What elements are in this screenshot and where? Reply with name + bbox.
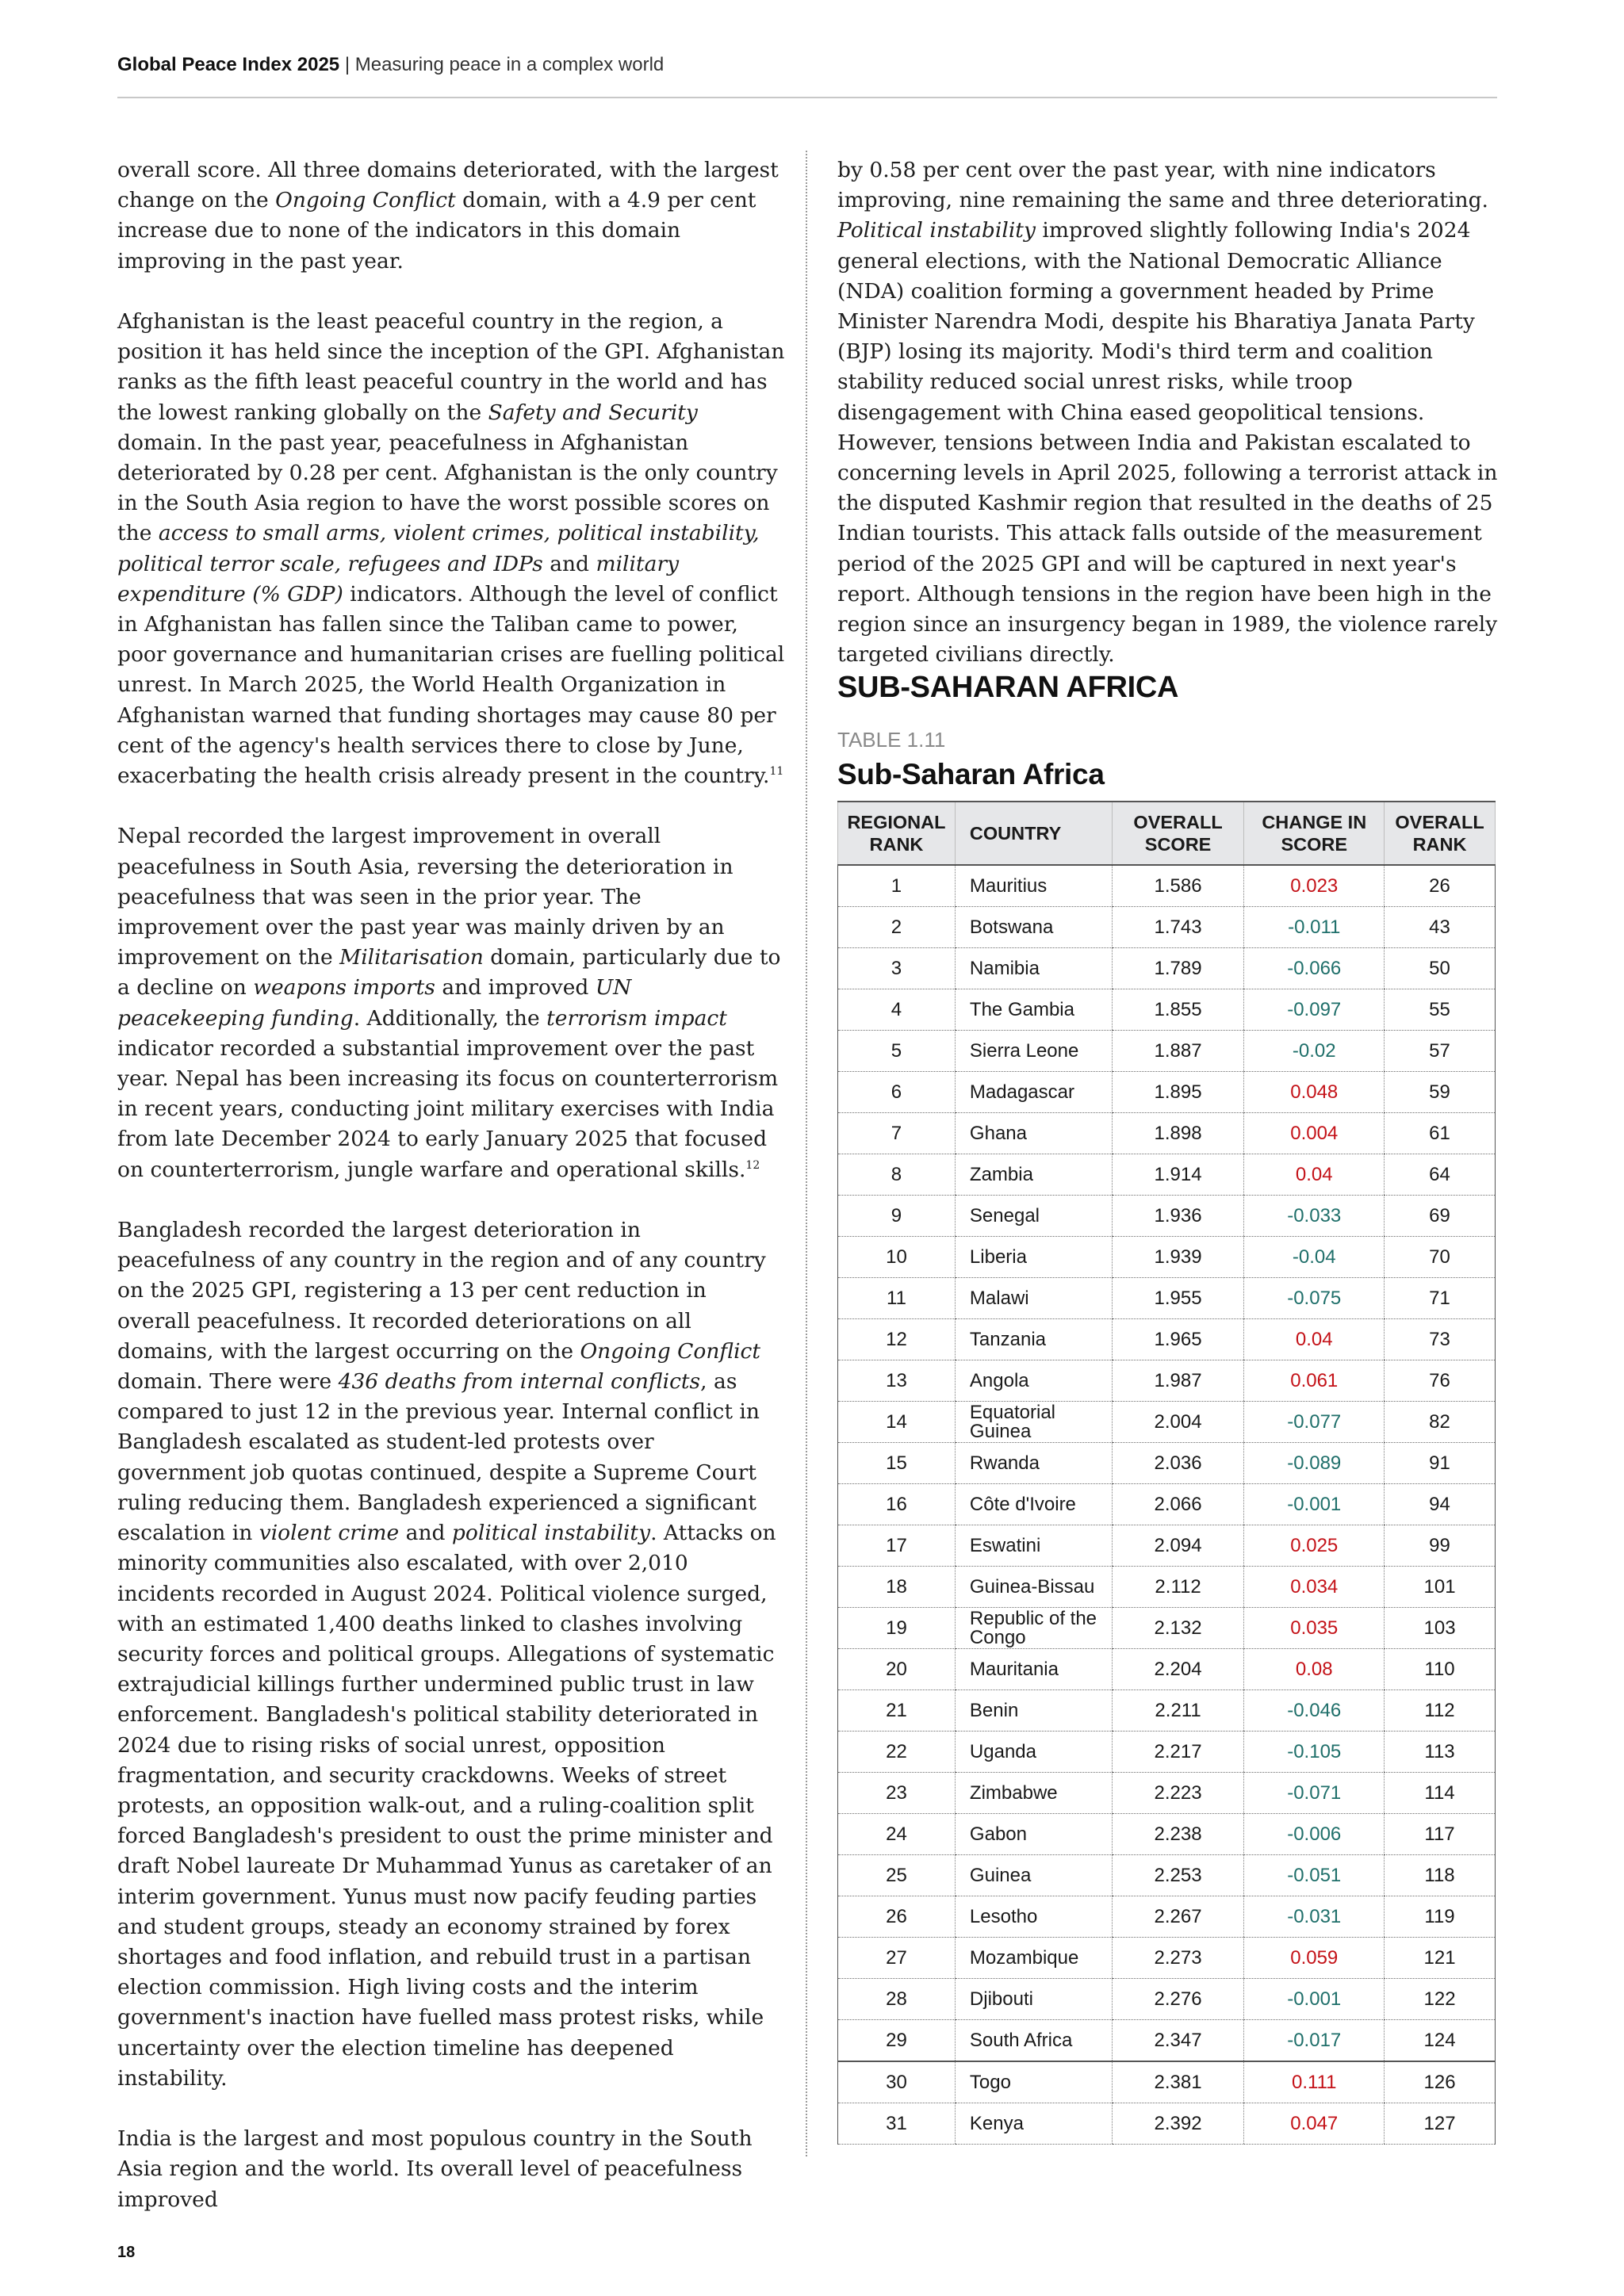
change-in-score-cell: 0.08: [1244, 1649, 1385, 1690]
page-number: 18: [117, 2244, 136, 2261]
table-row: [838, 865, 1496, 907]
regional-rank-cell: 5: [838, 1031, 956, 1072]
country-cell: Togo: [955, 2061, 1112, 2103]
table-row: [838, 2020, 1496, 2062]
overall-rank-cell: 70: [1385, 1237, 1496, 1278]
regional-rank-cell: 7: [838, 1113, 956, 1154]
overall-rank-cell: 112: [1385, 1690, 1496, 1732]
publication-title: Global Peace Index 2025: [117, 54, 340, 75]
text-run: , as compared to just 12 in the previous year. Internal conflict in Bangladesh escalated as student-led protests over government job quotas continued, despite a Supreme Court ruling reducing them. Bangladesh experienced a significant escalation in: [117, 1369, 760, 1546]
overall-rank-cell: 76: [1385, 1360, 1496, 1402]
text-run: and: [399, 1521, 452, 1546]
regional-rank-cell: 13: [838, 1360, 956, 1402]
italic-term: Political instability: [837, 218, 1036, 243]
table-row: [838, 1855, 1496, 1896]
text-run: India is the largest and most populous country in the South Asia region and the world. Its overall level of peacefulness improved: [117, 2126, 753, 2212]
text-run: . Attacks on minority communities also escalated, with over 2,010 incidents recorded in August 2024. Political violence surged, with an estimated 1,400 deaths linked to clashes involving security forces and political groups. Allegations of systematic extrajudicial killings further undermined public trust in law enforcement. Bangladesh's political stability deteriorated in 2024 due to rising risks of social unrest, opposition fragmentation, and security crackdowns. Weeks of street protests, an opposition walk-out, and a ruling-coalition split forced Bangladesh's president to oust the prime minister and draft Nobel laureate Dr Muhammad Yunus as caretaker of an interim government. Yunus must now pacify feuding parties and student groups, steady an economy strained by forex shortages and food inflation, and rebuild trust in a partisan election commission. High living costs and the interim government's inaction have fuelled mass protest risks, while uncertainty over the election timeline has deepened instability.: [117, 1521, 776, 2091]
country-cell: The Gambia: [955, 989, 1112, 1031]
table-row: [838, 1525, 1496, 1567]
table-row: [838, 1649, 1496, 1690]
table-row: [838, 2061, 1496, 2103]
country-cell: Botswana: [955, 907, 1112, 948]
text-run: Bangladesh recorded the largest deterioration in peacefulness of any country in the region and of any country on the 2025 GPI, registering a 13 per cent reduction in overall peacefulness. It recorded deteriorations on all domains, with the largest occurring on the: [117, 1218, 766, 1364]
regional-rank-cell: 27: [838, 1938, 956, 1979]
text-run: domain. There were: [117, 1369, 339, 1395]
country-cell: Tanzania: [955, 1319, 1112, 1360]
overall-rank-cell: 113: [1385, 1732, 1496, 1773]
overall-score-cell: 2.204: [1112, 1649, 1244, 1690]
table-label: TABLE 1.11: [837, 728, 946, 752]
overall-score-cell: 2.347: [1112, 2020, 1244, 2062]
regional-rank-cell: 31: [838, 2103, 956, 2145]
overall-rank-cell: 91: [1385, 1443, 1496, 1484]
change-in-score-cell: -0.006: [1244, 1814, 1385, 1855]
regional-rank-cell: 25: [838, 1855, 956, 1896]
overall-rank-cell: 55: [1385, 989, 1496, 1031]
regional-rank-cell: 21: [838, 1690, 956, 1732]
regional-rank-cell: 15: [838, 1443, 956, 1484]
table-row: [838, 1278, 1496, 1319]
change-in-score-cell: -0.033: [1244, 1196, 1385, 1237]
overall-rank-cell: 61: [1385, 1113, 1496, 1154]
change-in-score-cell: -0.017: [1244, 2020, 1385, 2062]
overall-score-cell: 2.392: [1112, 2103, 1244, 2145]
text-run: overall score. All three domains deteriorated, with the largest change on the: [117, 158, 779, 213]
footnote-ref[interactable]: 11: [769, 765, 784, 779]
italic-term: terrorism impact: [546, 1005, 727, 1031]
paragraph: [117, 2124, 785, 2215]
overall-score-cell: 2.112: [1112, 1567, 1244, 1608]
text-run: . Additionally, the: [353, 1005, 547, 1031]
overall-score-cell: 1.987: [1112, 1360, 1244, 1402]
country-cell: Senegal: [955, 1196, 1112, 1237]
regional-rank-cell: 1: [838, 865, 956, 907]
overall-rank-cell: 126: [1385, 2061, 1496, 2103]
paragraph: [117, 155, 785, 277]
table-header-row: [838, 802, 1496, 865]
header-rule: [117, 97, 1497, 98]
regional-rank-cell: 14: [838, 1402, 956, 1443]
table-row: [838, 1979, 1496, 2020]
overall-score-cell: 1.789: [1112, 948, 1244, 989]
country-cell: Benin: [955, 1690, 1112, 1732]
table-row: [838, 907, 1496, 948]
regional-rank-cell: 30: [838, 2061, 956, 2103]
regional-rank-cell: 3: [838, 948, 956, 989]
text-run: improved slightly following India's 2024 general elections, with the National Democratic Alliance (NDA) coalition forming a government headed by Prime Minister Narendra Modi, despite his Bharatiya Janata Party (BJP) losing its majority. Modi's third term and coalition stability reduced social unrest risks, while troop disengagement with China eased geopolitical tensions. However, tensions between India and Pakistan escalated to concerning levels in April 2025, following a terrorist attack in the disputed Kashmir region that resulted in the deaths of 25 Indian tourists. This attack falls outside of the measurement period of the 2025 GPI and will be captured in next year's report. Although tensions in the region have been high in the region since an insurgency began in 1989, the violence rarely targeted civilians directly.: [837, 218, 1498, 668]
italic-term: 436 deaths from internal conflicts: [338, 1369, 701, 1395]
regional-rank-cell: 22: [838, 1732, 956, 1773]
overall-rank-cell: 114: [1385, 1773, 1496, 1814]
overall-score-cell: 1.895: [1112, 1072, 1244, 1113]
running-header: [117, 54, 664, 76]
text-run: Nepal recorded the largest improvement in overall peacefulness in South Asia, reversing the deterioration in peacefulness that was seen in the prior year. The improvement over the past year was mainly driven by an improvement on the: [117, 824, 733, 970]
overall-rank-cell: 64: [1385, 1154, 1496, 1196]
paragraph: [117, 307, 785, 791]
country-cell: Guinea-Bissau: [955, 1567, 1112, 1608]
change-in-score-cell: -0.105: [1244, 1732, 1385, 1773]
publication-subtitle: Measuring peace in a complex world: [354, 54, 665, 75]
overall-score-cell: 1.965: [1112, 1319, 1244, 1360]
change-in-score-cell: -0.071: [1244, 1773, 1385, 1814]
italic-term: Militarisation: [339, 945, 484, 970]
text-run: and: [542, 551, 596, 576]
overall-rank-cell: 122: [1385, 1979, 1496, 2020]
left-text-column: [117, 155, 785, 2245]
table-row: [838, 1402, 1496, 1443]
table-row: [838, 1690, 1496, 1732]
country-cell: Uganda: [955, 1732, 1112, 1773]
table-row: [838, 2103, 1496, 2145]
table-row: [838, 1484, 1496, 1525]
table-row: [838, 948, 1496, 989]
overall-score-cell: 1.914: [1112, 1154, 1244, 1196]
country-cell: Guinea: [955, 1855, 1112, 1896]
country-cell: Mozambique: [955, 1938, 1112, 1979]
table-body: [838, 865, 1496, 2145]
change-in-score-cell: 0.047: [1244, 2103, 1385, 2145]
overall-rank-cell: 82: [1385, 1402, 1496, 1443]
change-in-score-cell: 0.034: [1244, 1567, 1385, 1608]
footnote-ref[interactable]: 12: [745, 1158, 760, 1172]
country-cell: South Africa: [955, 2020, 1112, 2062]
change-in-score-cell: -0.077: [1244, 1402, 1385, 1443]
change-in-score-cell: 0.04: [1244, 1319, 1385, 1360]
text-run: Afghanistan is the least peaceful country in the region, a position it has held since the inception of the GPI. Afghanistan ranks as the fifth least peaceful country in the world and has the lowest ranking globally on the: [117, 309, 785, 425]
text-run: indicators. Although the level of conflict in Afghanistan has fallen since the Taliban came to power, poor governance and humanitarian crises are fuelling political unrest. In March 2025, the World Health Organization in Afghanistan warned that funding shortages may cause 80 per cent of the agency's health services there to close by June, exacerbating the health crisis already present in the country.: [117, 581, 785, 789]
section-heading: SUB-SAHARAN AFRICA: [837, 671, 1179, 704]
table-row: [838, 1773, 1496, 1814]
overall-score-cell: 2.223: [1112, 1773, 1244, 1814]
overall-score-cell: 2.066: [1112, 1484, 1244, 1525]
country-cell: Zimbabwe: [955, 1773, 1112, 1814]
regional-rank-cell: 18: [838, 1567, 956, 1608]
overall-rank-cell: 103: [1385, 1608, 1496, 1649]
table-row: [838, 1319, 1496, 1360]
country-cell: Namibia: [955, 948, 1112, 989]
country-cell: Equatorial Guinea: [955, 1402, 1112, 1443]
table-row: [838, 1360, 1496, 1402]
country-cell: Rwanda: [955, 1443, 1112, 1484]
overall-score-cell: 1.586: [1112, 865, 1244, 907]
change-in-score-cell: -0.051: [1244, 1855, 1385, 1896]
country-cell: Liberia: [955, 1237, 1112, 1278]
country-cell: Ghana: [955, 1113, 1112, 1154]
table-row: [838, 1237, 1496, 1278]
table-row: [838, 1154, 1496, 1196]
right-text-column: [837, 155, 1499, 701]
italic-term: access to small arms, violent crimes, political instability, political terror scale, refugees and IDPs: [117, 521, 760, 576]
regional-rank-cell: 2: [838, 907, 956, 948]
text-run: indicator recorded a substantial improvement over the past year. Nepal has been increasing its focus on counterterrorism in recent years, conducting joint military exercises with India from late December 2024 to early January 2025 that focused on counterterrorism, jungle warfare and operational skills.: [117, 1035, 779, 1182]
overall-score-cell: 1.936: [1112, 1196, 1244, 1237]
overall-rank-cell: 57: [1385, 1031, 1496, 1072]
overall-score-cell: 2.004: [1112, 1402, 1244, 1443]
overall-score-cell: 1.939: [1112, 1237, 1244, 1278]
change-in-score-cell: 0.025: [1244, 1525, 1385, 1567]
country-cell: Côte d'Ivoire: [955, 1484, 1112, 1525]
change-in-score-cell: 0.048: [1244, 1072, 1385, 1113]
change-in-score-cell: 0.023: [1244, 865, 1385, 907]
country-cell: Eswatini: [955, 1525, 1112, 1567]
change-in-score-cell: -0.089: [1244, 1443, 1385, 1484]
overall-score-cell: 2.267: [1112, 1896, 1244, 1938]
paragraph: [117, 1215, 785, 2094]
regional-rank-cell: 24: [838, 1814, 956, 1855]
table-row: [838, 1608, 1496, 1649]
italic-term: Ongoing Conflict: [580, 1338, 761, 1364]
overall-rank-cell: 121: [1385, 1938, 1496, 1979]
paragraph: [837, 155, 1499, 670]
change-in-score-cell: 0.111: [1244, 2061, 1385, 2103]
header-regional-rank: REGIONAL RANK: [838, 802, 956, 865]
column-divider: [806, 151, 807, 2156]
overall-score-cell: 1.955: [1112, 1278, 1244, 1319]
regional-rank-cell: 26: [838, 1896, 956, 1938]
text-run: and improved: [435, 975, 596, 1001]
header-change-in-score: CHANGE IN SCORE: [1244, 802, 1385, 865]
table-row: [838, 1567, 1496, 1608]
country-cell: Mauritius: [955, 865, 1112, 907]
overall-rank-cell: 50: [1385, 948, 1496, 989]
overall-score-cell: 2.132: [1112, 1608, 1244, 1649]
regional-rank-cell: 17: [838, 1525, 956, 1567]
overall-score-cell: 2.211: [1112, 1690, 1244, 1732]
change-in-score-cell: -0.075: [1244, 1278, 1385, 1319]
overall-rank-cell: 71: [1385, 1278, 1496, 1319]
change-in-score-cell: -0.001: [1244, 1484, 1385, 1525]
table-row: [838, 1443, 1496, 1484]
change-in-score-cell: -0.066: [1244, 948, 1385, 989]
country-cell: Angola: [955, 1360, 1112, 1402]
italic-term: UN peacekeeping funding: [117, 975, 632, 1031]
country-cell: Malawi: [955, 1278, 1112, 1319]
italic-term: political instability: [451, 1521, 651, 1546]
overall-rank-cell: 124: [1385, 2020, 1496, 2062]
table-title: Sub-Saharan Africa: [837, 758, 1105, 790]
header-overall-score: OVERALL SCORE: [1112, 802, 1244, 865]
table-row: [838, 1938, 1496, 1979]
overall-score-cell: 2.381: [1112, 2061, 1244, 2103]
table-row: [838, 1113, 1496, 1154]
regional-rank-cell: 20: [838, 1649, 956, 1690]
change-in-score-cell: -0.04: [1244, 1237, 1385, 1278]
regional-rank-cell: 19: [838, 1608, 956, 1649]
change-in-score-cell: 0.035: [1244, 1608, 1385, 1649]
change-in-score-cell: -0.02: [1244, 1031, 1385, 1072]
overall-score-cell: 2.273: [1112, 1938, 1244, 1979]
change-in-score-cell: -0.046: [1244, 1690, 1385, 1732]
country-cell: Djibouti: [955, 1979, 1112, 2020]
paragraph: [117, 821, 785, 1184]
header-overall-rank: OVERALL RANK: [1385, 802, 1496, 865]
regional-rank-cell: 23: [838, 1773, 956, 1814]
country-cell: Sierra Leone: [955, 1031, 1112, 1072]
overall-rank-cell: 118: [1385, 1855, 1496, 1896]
text-run: domain, particularly due to a decline on: [117, 945, 781, 1001]
overall-rank-cell: 69: [1385, 1196, 1496, 1237]
text-run: domain. In the past year, peacefulness in Afghanistan deteriorated by 0.28 per cent. Afghanistan is the only country in the South Asia region to have the worst possible scores on the: [117, 430, 778, 546]
regional-rank-cell: 12: [838, 1319, 956, 1360]
country-cell: Gabon: [955, 1814, 1112, 1855]
regional-rank-cell: 4: [838, 989, 956, 1031]
overall-score-cell: 1.887: [1112, 1031, 1244, 1072]
overall-rank-cell: 127: [1385, 2103, 1496, 2145]
country-cell: Republic of the Congo: [955, 1608, 1112, 1649]
table-row: [838, 1814, 1496, 1855]
italic-term: weapons imports: [253, 975, 435, 1001]
overall-rank-cell: 117: [1385, 1814, 1496, 1855]
change-in-score-cell: -0.011: [1244, 907, 1385, 948]
overall-score-cell: 2.094: [1112, 1525, 1244, 1567]
overall-rank-cell: 99: [1385, 1525, 1496, 1567]
table-row: [838, 1031, 1496, 1072]
overall-score-cell: 2.036: [1112, 1443, 1244, 1484]
table-row: [838, 1896, 1496, 1938]
change-in-score-cell: 0.059: [1244, 1938, 1385, 1979]
overall-score-cell: 1.855: [1112, 989, 1244, 1031]
overall-score-cell: 2.253: [1112, 1855, 1244, 1896]
overall-rank-cell: 73: [1385, 1319, 1496, 1360]
overall-rank-cell: 43: [1385, 907, 1496, 948]
regional-rank-cell: 28: [838, 1979, 956, 2020]
overall-rank-cell: 59: [1385, 1072, 1496, 1113]
table-row: [838, 989, 1496, 1031]
change-in-score-cell: 0.061: [1244, 1360, 1385, 1402]
italic-term: violent crime: [259, 1521, 400, 1546]
change-in-score-cell: -0.001: [1244, 1979, 1385, 2020]
overall-rank-cell: 94: [1385, 1484, 1496, 1525]
regional-rank-cell: 29: [838, 2020, 956, 2062]
country-cell: Mauritania: [955, 1649, 1112, 1690]
regional-rank-cell: 8: [838, 1154, 956, 1196]
overall-rank-cell: 101: [1385, 1567, 1496, 1608]
change-in-score-cell: 0.004: [1244, 1113, 1385, 1154]
overall-rank-cell: 26: [1385, 865, 1496, 907]
table-row: [838, 1196, 1496, 1237]
regional-rank-cell: 9: [838, 1196, 956, 1237]
country-cell: Kenya: [955, 2103, 1112, 2145]
regional-rank-cell: 10: [838, 1237, 956, 1278]
change-in-score-cell: -0.097: [1244, 989, 1385, 1031]
overall-score-cell: 1.898: [1112, 1113, 1244, 1154]
header-separator: |: [339, 54, 355, 75]
overall-score-cell: 1.743: [1112, 907, 1244, 948]
regional-rank-cell: 11: [838, 1278, 956, 1319]
italic-term: Safety and Security: [488, 400, 698, 425]
overall-score-cell: 2.238: [1112, 1814, 1244, 1855]
change-in-score-cell: 0.04: [1244, 1154, 1385, 1196]
overall-rank-cell: 110: [1385, 1649, 1496, 1690]
regional-rank-cell: 16: [838, 1484, 956, 1525]
rankings-table: [837, 801, 1496, 2145]
country-cell: Zambia: [955, 1154, 1112, 1196]
table-row: [838, 1732, 1496, 1773]
text-run: domain, with a 4.9 per cent increase due to none of the indicators in this domain improving in the past year.: [117, 188, 756, 274]
italic-term: Ongoing Conflict: [275, 188, 456, 213]
country-cell: Lesotho: [955, 1896, 1112, 1938]
country-cell: Madagascar: [955, 1072, 1112, 1113]
text-run: by 0.58 per cent over the past year, with nine indicators improving, nine remaining the same and three deteriorating.: [837, 158, 1488, 213]
overall-score-cell: 2.276: [1112, 1979, 1244, 2020]
regional-rank-cell: 6: [838, 1072, 956, 1113]
overall-score-cell: 2.217: [1112, 1732, 1244, 1773]
overall-rank-cell: 119: [1385, 1896, 1496, 1938]
table-row: [838, 1072, 1496, 1113]
header-country: COUNTRY: [955, 802, 1112, 865]
change-in-score-cell: -0.031: [1244, 1896, 1385, 1938]
italic-term: military expenditure (% GDP): [117, 551, 680, 607]
